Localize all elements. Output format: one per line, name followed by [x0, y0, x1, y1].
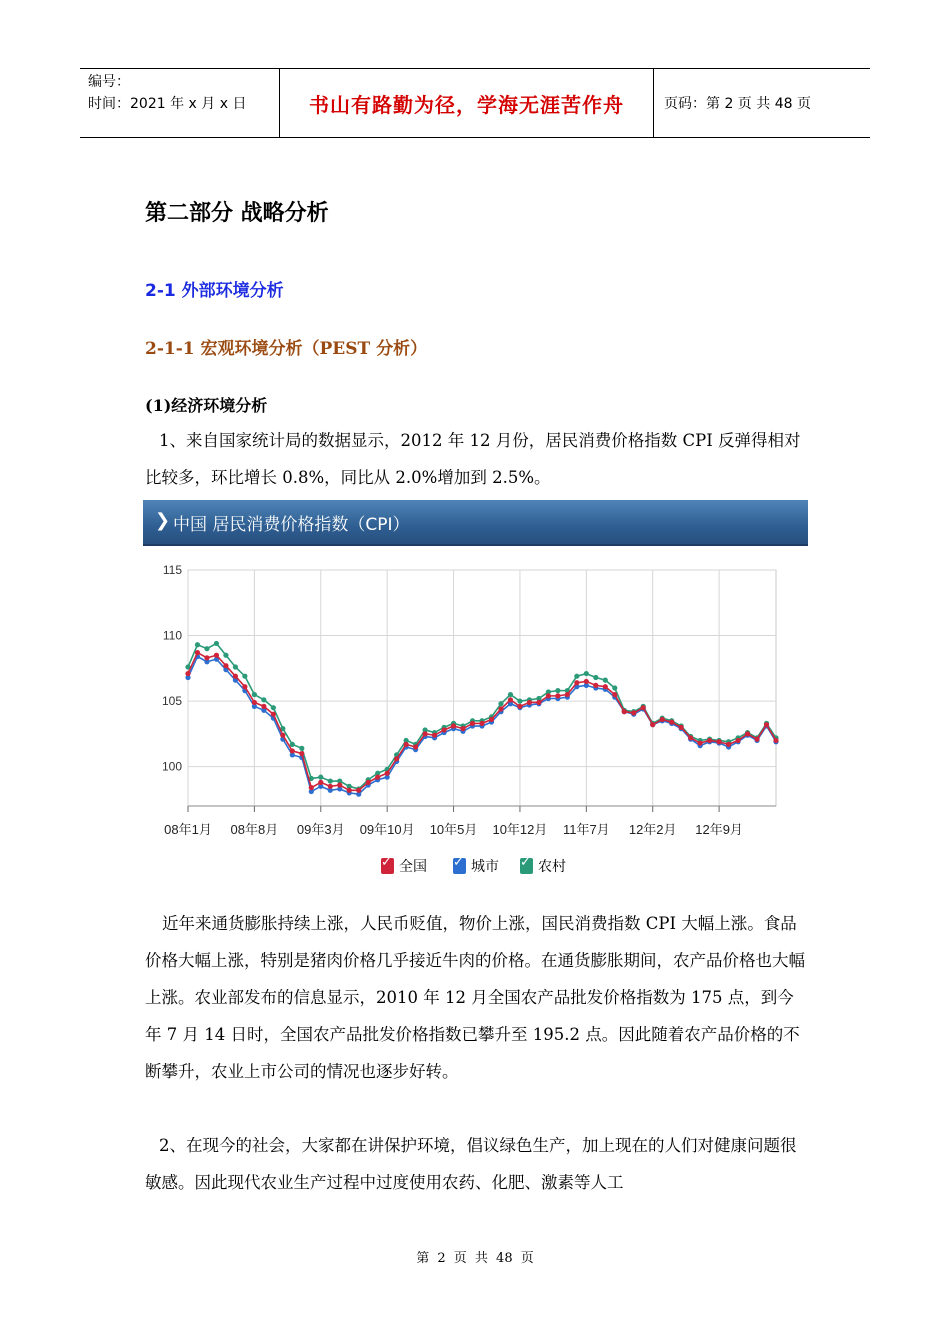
- header-meta: [80, 69, 280, 137]
- data-point: [679, 725, 684, 730]
- data-point: [735, 738, 740, 743]
- data-point: [470, 721, 475, 726]
- data-point: [233, 674, 238, 679]
- data-point: [669, 719, 674, 724]
- data-point: [328, 784, 333, 789]
- data-point: [422, 731, 427, 736]
- data-point: [318, 775, 323, 780]
- data-point: [195, 642, 200, 647]
- data-point: [660, 717, 665, 722]
- data-point: [707, 738, 712, 743]
- data-point: [498, 701, 503, 706]
- data-point: [641, 705, 646, 710]
- data-point: [385, 771, 390, 776]
- data-point: [603, 684, 608, 689]
- legend-label: 农村: [538, 859, 566, 875]
- data-point: [546, 693, 551, 698]
- data-point: [508, 692, 513, 697]
- y-tick-label: 115: [162, 563, 182, 577]
- data-point: [271, 705, 276, 710]
- data-point: [214, 653, 219, 658]
- data-point: [517, 699, 522, 704]
- y-tick-label: 100: [161, 759, 182, 774]
- data-point: [565, 692, 570, 697]
- x-tick-label: 12年9月: [695, 822, 743, 837]
- data-point: [555, 688, 560, 693]
- data-point: [479, 721, 484, 726]
- data-point: [328, 778, 333, 783]
- data-point: [413, 744, 418, 749]
- data-point: [555, 693, 560, 698]
- data-point: [299, 746, 304, 751]
- data-point: [204, 655, 209, 660]
- checkbox-icon: [453, 858, 466, 874]
- data-point: [603, 678, 608, 683]
- data-point: [242, 674, 247, 679]
- data-point: [716, 739, 721, 744]
- data-point: [214, 641, 219, 646]
- data-point: [517, 704, 522, 709]
- data-point: [536, 700, 541, 705]
- data-point: [489, 717, 494, 722]
- data-point: [242, 684, 247, 689]
- data-point: [185, 671, 190, 676]
- data-point: [451, 723, 456, 728]
- data-point: [347, 788, 352, 793]
- subsection-heading: 2-1-1 宏观环境分析（PEST 分析）: [145, 339, 428, 359]
- data-point: [280, 733, 285, 738]
- x-tick-label: 11年7月: [562, 822, 610, 837]
- data-point: [394, 756, 399, 761]
- data-point: [612, 685, 617, 690]
- data-point: [593, 675, 598, 680]
- legend-item-city: [453, 856, 499, 876]
- data-point: [309, 785, 314, 790]
- paragraph-2: 近年来通货膨胀持续上涨，人民币贬值，物价上涨，国民消费指数 CPI 大幅上涨。食品价格大幅上涨，特别是猪肉价格几乎接近牛肉的价格。在通货膨胀期间，农产品价格也大幅上涨。农业部发布的信息显示，2010 年 12 月全国农产品批发价格指数为 175 点，到今年 7 月 14 日时，全国农产品批发价格指数已攀升至 195.2 点。因此随着农产品价格的不断攀升，农业上市公司的情况也逐步好转。: [145, 914, 805, 1081]
- legend-item-rural: [520, 856, 566, 876]
- data-point: [612, 692, 617, 697]
- y-tick-label: 105: [161, 694, 182, 709]
- data-point: [223, 663, 228, 668]
- data-point: [404, 742, 409, 747]
- legend-label: 全国: [399, 859, 427, 875]
- plot-area: [188, 570, 776, 806]
- data-point: [261, 697, 266, 702]
- data-point: [290, 748, 295, 753]
- legend-item-national: [381, 856, 427, 876]
- data-point: [622, 709, 627, 714]
- data-point: [356, 788, 361, 793]
- x-tick-label: 09年10月: [359, 822, 415, 837]
- data-point: [204, 646, 209, 651]
- x-tick-label: 08年8月: [230, 822, 279, 837]
- cpi-chart: [143, 500, 808, 890]
- page-footer: 第 2 页 共 48 页: [416, 1251, 534, 1266]
- data-point: [527, 700, 532, 705]
- data-point: [574, 680, 579, 685]
- data-point: [764, 722, 769, 727]
- x-tick-label: 09年3月: [296, 822, 345, 837]
- data-point: [299, 751, 304, 756]
- data-point: [318, 780, 323, 785]
- data-point: [498, 706, 503, 711]
- header-page-code: 页码：第 2 页 共 48 页: [664, 96, 811, 112]
- time-label: 时间：2021 年 x 月 x 日: [88, 96, 247, 112]
- data-point: [688, 735, 693, 740]
- chart-plot: [143, 546, 808, 846]
- data-point: [754, 737, 759, 742]
- chart-title: 中国 居民消费价格指数（CPI）: [173, 515, 410, 535]
- x-tick-label: 08年1月: [164, 822, 212, 837]
- data-point: [223, 653, 228, 658]
- data-point: [745, 731, 750, 736]
- data-point: [375, 775, 380, 780]
- data-point: [698, 740, 703, 745]
- data-point: [252, 700, 257, 705]
- data-point: [337, 782, 342, 787]
- data-point: [584, 671, 589, 676]
- data-point: [773, 738, 778, 743]
- data-point: [441, 727, 446, 732]
- part-heading: 第二部分 战略分析: [145, 201, 329, 226]
- x-tick-label: 10年12月: [492, 822, 548, 837]
- data-point: [195, 650, 200, 655]
- paragraph-3: 2、在现今的社会，大家都在讲保护环境，倡议绿色生产，加上现在的人们对健康问题很敏感。因此现代农业生产过程中过度使用农药、化肥、激素等人工: [145, 1136, 797, 1192]
- paragraph-1: 1、来自国家统计局的数据显示，2012 年 12 月份，居民消费价格指数 CPI 反弹得相对比较多，环比增长 0.8%，同比从 2.0%增加到 2.5%。: [145, 431, 801, 487]
- data-point: [650, 722, 655, 727]
- chevron-right-icon: ❯: [155, 510, 171, 531]
- data-point: [432, 733, 437, 738]
- data-point: [574, 674, 579, 679]
- legend-label: 城市: [471, 859, 499, 875]
- data-point: [593, 683, 598, 688]
- header-motto: 书山有路勤为径，学海无涯苦作舟: [280, 69, 654, 137]
- section-heading: 2-1 外部环境分析: [145, 281, 284, 301]
- data-point: [271, 712, 276, 717]
- data-point: [290, 742, 295, 747]
- chart-title-bar: [143, 500, 808, 546]
- checkbox-icon: [520, 858, 533, 874]
- data-point: [584, 679, 589, 684]
- document-header: [80, 68, 870, 138]
- x-tick-label: 10年5月: [429, 822, 478, 837]
- data-point: [261, 704, 266, 709]
- data-point: [233, 664, 238, 669]
- data-point: [726, 742, 731, 747]
- data-point: [252, 692, 257, 697]
- y-tick-label: 110: [162, 628, 182, 643]
- checkbox-icon: [381, 858, 394, 874]
- data-point: [631, 710, 636, 715]
- item-heading: (1)经济环境分析: [145, 396, 268, 415]
- data-point: [366, 780, 371, 785]
- data-point: [460, 726, 465, 731]
- x-tick-label: 12年2月: [628, 822, 677, 837]
- number-label: 编号：: [88, 74, 130, 90]
- data-point: [508, 697, 513, 702]
